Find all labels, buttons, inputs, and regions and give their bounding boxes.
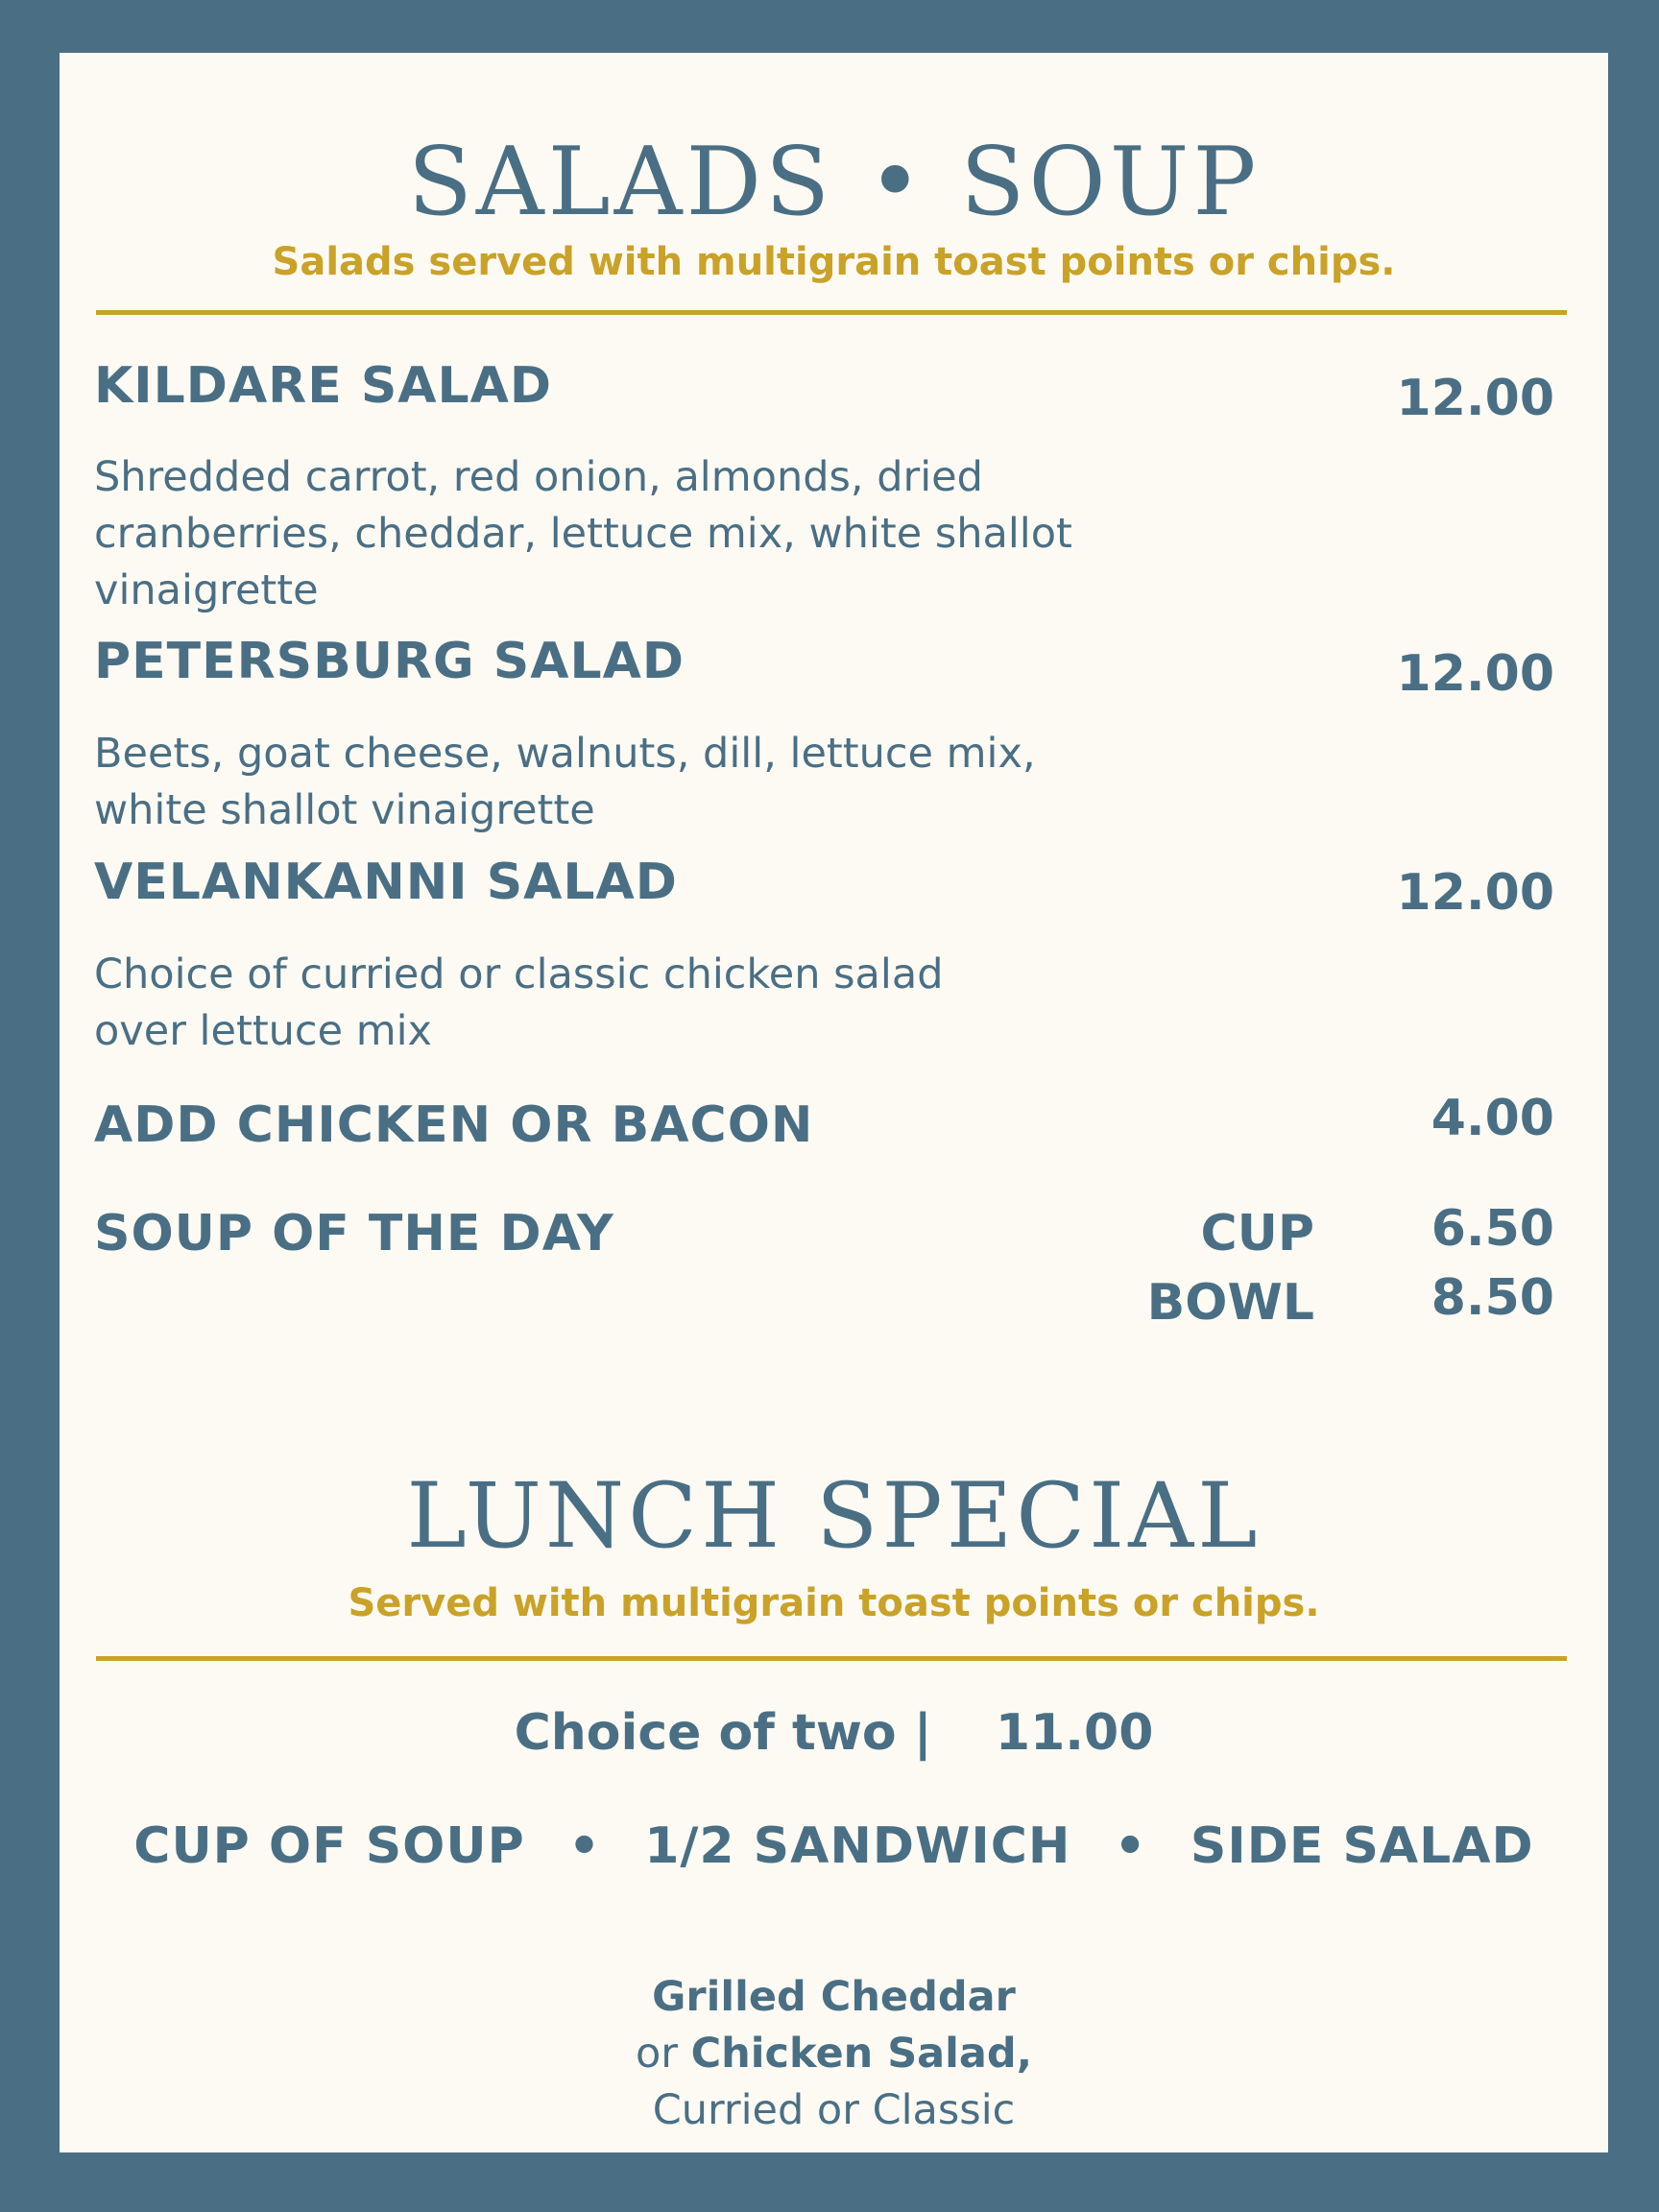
option-cup-of-soup: CUP OF SOUP — [133, 1817, 525, 1875]
sandwich-chicken-salad: Chicken Salad, — [690, 2030, 1033, 2078]
sandwich-line-2 — [60, 2030, 1608, 2078]
item-price: 12.00 — [1396, 370, 1554, 427]
salads-subtitle: Salads served with multigrain toast points or chips. — [272, 240, 1396, 284]
bullet-separator: • — [567, 1817, 602, 1875]
salads-divider — [96, 310, 1567, 315]
item-name: PETERSBURG SALAD — [94, 633, 685, 690]
soup-size-cup: CUP — [1200, 1205, 1314, 1262]
lunch-divider — [96, 1656, 1567, 1661]
lunch-special-title: LUNCH SPECIAL — [406, 1464, 1262, 1569]
item-name: SOUP OF THE DAY — [94, 1205, 614, 1262]
item-name: VELANKANNI SALAD — [94, 854, 678, 911]
item-price: 12.00 — [1396, 864, 1554, 922]
salads-soup-title: SALADS • SOUP — [407, 128, 1261, 237]
sandwich-or: or — [635, 2030, 678, 2078]
item-description: Beets, goat cheese, walnuts, dill, lettuce mix, white shallot vinaigrette — [94, 730, 1036, 834]
lunch-options — [60, 1817, 1608, 1875]
item-price: 4.00 — [1431, 1090, 1554, 1147]
sandwich-line-1: Grilled Cheddar — [652, 1973, 1016, 2021]
sandwich-line-3: Curried or Classic — [652, 2086, 1016, 2134]
option-half-sandwich: 1/2 SANDWICH — [644, 1817, 1071, 1875]
soup-size-bowl: BOWL — [1146, 1274, 1314, 1332]
soup-price-bowl: 8.50 — [1431, 1269, 1554, 1327]
item-price: 12.00 — [1396, 645, 1554, 703]
item-description: Choice of curried or classic chicken salad over lettuce mix — [94, 950, 944, 1055]
lunch-subtitle: Served with multigrain toast points or chips. — [348, 1581, 1320, 1625]
soup-price-cup: 6.50 — [1431, 1200, 1554, 1258]
choice-line — [60, 1704, 1608, 1762]
item-description: Shredded carrot, red onion, almonds, dried cranberries, cheddar, lettuce mix, white shallot vinaigrette — [94, 453, 1072, 614]
item-name: KILDARE SALAD — [94, 357, 553, 415]
choice-label: Choice of two | — [514, 1704, 932, 1762]
menu-card — [60, 53, 1608, 2152]
choice-price: 11.00 — [995, 1704, 1154, 1762]
item-name: ADD CHICKEN OR BACON — [94, 1096, 814, 1154]
bullet-separator: • — [1114, 1817, 1147, 1875]
option-side-salad: SIDE SALAD — [1190, 1817, 1534, 1875]
